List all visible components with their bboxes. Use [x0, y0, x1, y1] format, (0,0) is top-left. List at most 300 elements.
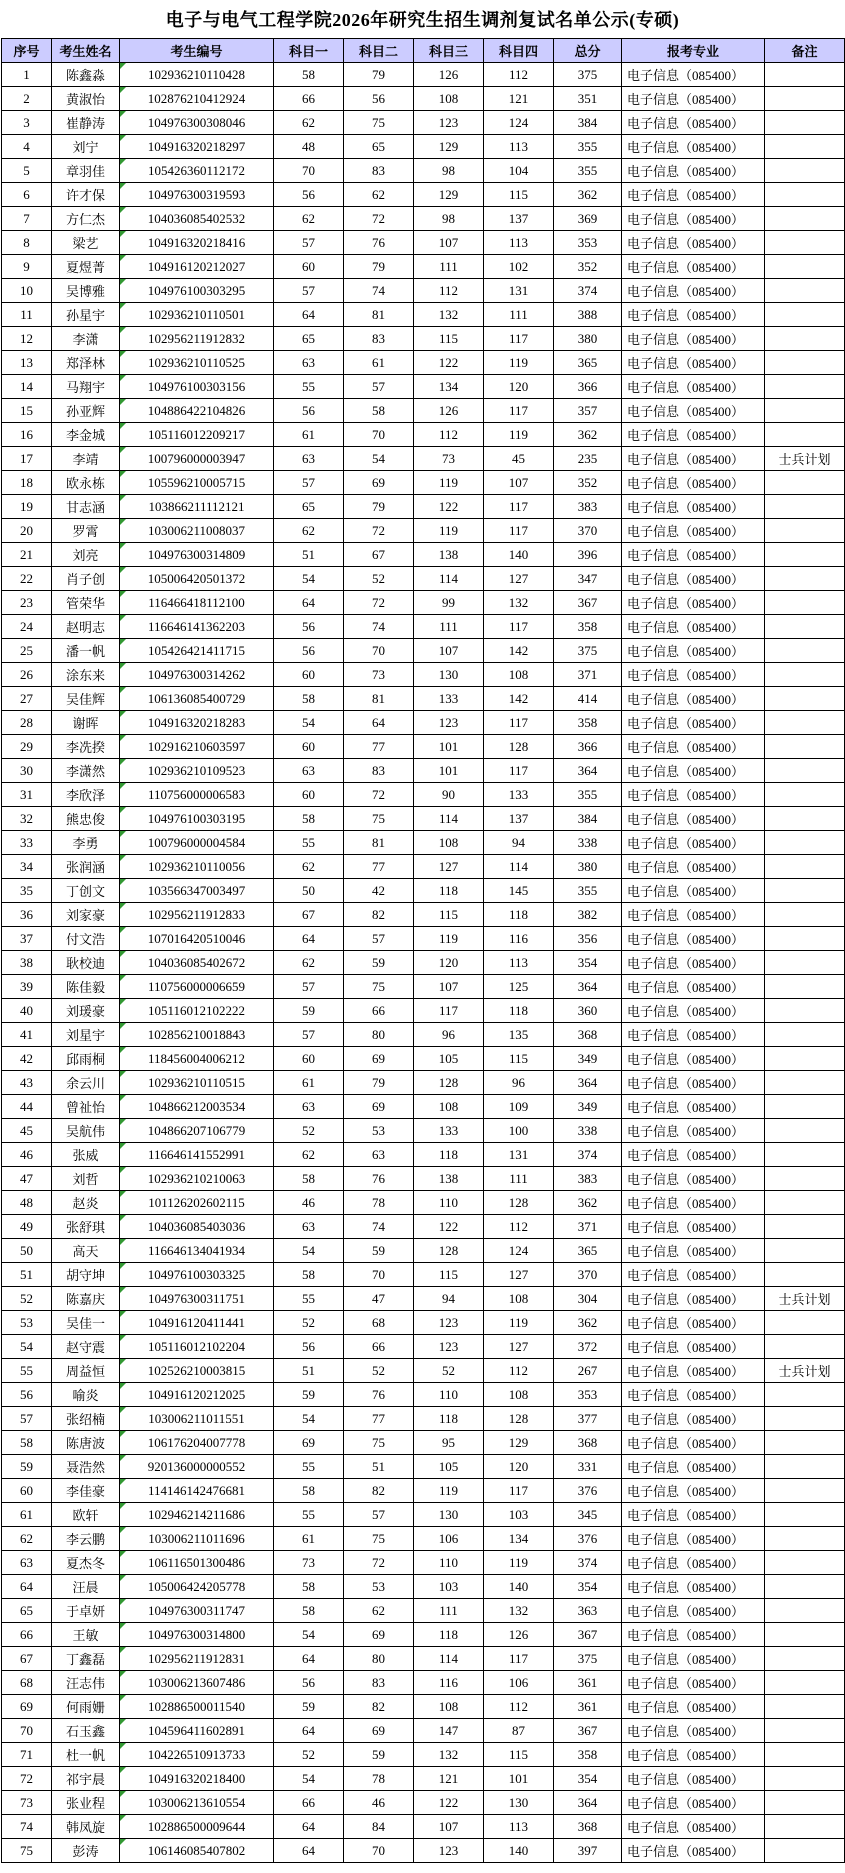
cell-note: 士兵计划	[765, 447, 845, 471]
cell-seq: 1	[2, 63, 52, 87]
cell-major: 电子信息（085400）	[622, 855, 765, 879]
cell-subject3: 107	[414, 639, 484, 663]
candidate-id-text: 102956211912832	[147, 330, 246, 346]
cell-major: 电子信息（085400）	[622, 135, 765, 159]
cell-subject2: 77	[344, 1407, 414, 1431]
cell-major: 电子信息（085400）	[622, 399, 765, 423]
candidate-id-text: 105006420501372	[147, 570, 246, 586]
cell-subject4: 135	[484, 1023, 554, 1047]
cell-subject2: 80	[344, 1023, 414, 1047]
green-triangle-icon	[120, 1167, 126, 1173]
table-row	[2, 663, 845, 687]
candidate-id-text: 104036085403036	[147, 1218, 246, 1234]
column-header-name: 考生姓名	[52, 39, 120, 63]
table-row	[2, 1527, 845, 1551]
cell-name: 高天	[52, 1239, 120, 1263]
cell-subject3: 96	[414, 1023, 484, 1047]
cell-seq: 32	[2, 807, 52, 831]
cell-subject2: 83	[344, 159, 414, 183]
cell-total: 370	[554, 1263, 622, 1287]
cell-subject3: 127	[414, 855, 484, 879]
cell-subject3: 98	[414, 207, 484, 231]
cell-subject3: 118	[414, 1407, 484, 1431]
cell-seq: 59	[2, 1455, 52, 1479]
page-title: 电子与电气工程学院2026年研究生招生调剂复试名单公示(专硕)	[165, 10, 680, 30]
cell-subject4: 126	[484, 1623, 554, 1647]
cell-subject1: 54	[274, 1623, 344, 1647]
cell-subject2: 67	[344, 543, 414, 567]
green-triangle-icon	[120, 1047, 126, 1053]
cell-subject2: 66	[344, 1335, 414, 1359]
table-row	[2, 1239, 845, 1263]
cell-subject3: 147	[414, 1719, 484, 1743]
cell-name: 夏煜菁	[52, 255, 120, 279]
cell-id	[120, 111, 274, 135]
green-triangle-icon	[120, 855, 126, 861]
cell-major: 电子信息（085400）	[622, 1431, 765, 1455]
cell-seq: 50	[2, 1239, 52, 1263]
column-header-note: 备注	[765, 39, 845, 63]
green-triangle-icon	[120, 1287, 126, 1293]
cell-major: 电子信息（085400）	[622, 1095, 765, 1119]
cell-total: 366	[554, 735, 622, 759]
cell-total: 376	[554, 1479, 622, 1503]
cell-subject3: 112	[414, 423, 484, 447]
cell-total: 383	[554, 495, 622, 519]
cell-subject1: 60	[274, 783, 344, 807]
candidate-id-text: 106176204007778	[147, 1434, 246, 1450]
cell-note	[765, 1047, 845, 1071]
cell-seq: 40	[2, 999, 52, 1023]
column-header-subject1: 科目一	[274, 39, 344, 63]
candidate-id-text: 104976100303295	[147, 282, 246, 298]
green-triangle-icon	[120, 183, 126, 189]
cell-subject3: 108	[414, 1695, 484, 1719]
cell-seq: 68	[2, 1671, 52, 1695]
cell-name: 李勇	[52, 831, 120, 855]
cell-total: 353	[554, 231, 622, 255]
cell-subject3: 112	[414, 279, 484, 303]
cell-subject2: 56	[344, 87, 414, 111]
green-triangle-icon	[120, 1407, 126, 1413]
cell-subject4: 118	[484, 999, 554, 1023]
cell-id	[120, 471, 274, 495]
green-triangle-icon	[120, 1695, 126, 1701]
cell-subject1: 57	[274, 231, 344, 255]
cell-subject4: 117	[484, 399, 554, 423]
cell-subject1: 54	[274, 1239, 344, 1263]
cell-subject1: 48	[274, 135, 344, 159]
cell-subject4: 127	[484, 1335, 554, 1359]
cell-subject2: 80	[344, 1647, 414, 1671]
cell-subject1: 55	[274, 1503, 344, 1527]
cell-subject1: 64	[274, 1839, 344, 1863]
cell-total: 362	[554, 423, 622, 447]
cell-major: 电子信息（085400）	[622, 1263, 765, 1287]
cell-subject1: 52	[274, 1743, 344, 1767]
cell-id	[120, 1455, 274, 1479]
cell-subject3: 132	[414, 1743, 484, 1767]
green-triangle-icon	[120, 951, 126, 957]
cell-major: 电子信息（085400）	[622, 327, 765, 351]
cell-major: 电子信息（085400）	[622, 615, 765, 639]
cell-id	[120, 231, 274, 255]
cell-subject2: 69	[344, 1047, 414, 1071]
cell-subject4: 120	[484, 375, 554, 399]
cell-major: 电子信息（085400）	[622, 1287, 765, 1311]
cell-subject2: 75	[344, 1527, 414, 1551]
cell-major: 电子信息（085400）	[622, 423, 765, 447]
green-triangle-icon	[120, 1143, 126, 1149]
cell-subject2: 72	[344, 1551, 414, 1575]
cell-subject2: 69	[344, 1095, 414, 1119]
cell-subject2: 75	[344, 975, 414, 999]
candidate-id-text: 103866211112121	[148, 498, 245, 514]
green-triangle-icon	[120, 111, 126, 117]
column-header-total: 总分	[554, 39, 622, 63]
cell-note	[765, 1239, 845, 1263]
cell-subject3: 119	[414, 519, 484, 543]
cell-subject4: 129	[484, 1431, 554, 1455]
cell-id	[120, 1023, 274, 1047]
cell-subject4: 94	[484, 831, 554, 855]
cell-major: 电子信息（085400）	[622, 975, 765, 999]
candidate-id-text: 104226510913733	[147, 1746, 246, 1762]
cell-name: 吴佳一	[52, 1311, 120, 1335]
table-row	[2, 1551, 845, 1575]
cell-subject4: 113	[484, 231, 554, 255]
table-row	[2, 1743, 845, 1767]
cell-major: 电子信息（085400）	[622, 999, 765, 1023]
cell-total: 372	[554, 1335, 622, 1359]
green-triangle-icon	[120, 1479, 126, 1485]
cell-name: 丁创文	[52, 879, 120, 903]
table-row	[2, 1191, 845, 1215]
cell-name: 谢晖	[52, 711, 120, 735]
cell-subject1: 54	[274, 567, 344, 591]
cell-subject1: 54	[274, 1767, 344, 1791]
cell-subject3: 122	[414, 1791, 484, 1815]
cell-name: 罗霄	[52, 519, 120, 543]
cell-total: 396	[554, 543, 622, 567]
cell-subject2: 70	[344, 1839, 414, 1863]
cell-subject2: 75	[344, 1431, 414, 1455]
cell-subject1: 51	[274, 543, 344, 567]
candidate-id-text: 102936210109523	[147, 762, 246, 778]
cell-id	[120, 999, 274, 1023]
cell-note	[765, 855, 845, 879]
green-triangle-icon	[120, 1503, 126, 1509]
cell-id	[120, 927, 274, 951]
cell-total: 370	[554, 519, 622, 543]
cell-id	[120, 1791, 274, 1815]
cell-seq: 70	[2, 1719, 52, 1743]
cell-note	[765, 1671, 845, 1695]
cell-subject2: 75	[344, 807, 414, 831]
candidate-id-text: 104976300308046	[147, 114, 246, 130]
cell-seq: 5	[2, 159, 52, 183]
cell-subject2: 64	[344, 711, 414, 735]
cell-subject4: 142	[484, 687, 554, 711]
cell-major: 电子信息（085400）	[622, 687, 765, 711]
cell-subject3: 133	[414, 1119, 484, 1143]
cell-id	[120, 1431, 274, 1455]
green-triangle-icon	[120, 495, 126, 501]
cell-seq: 38	[2, 951, 52, 975]
cell-subject1: 63	[274, 1215, 344, 1239]
cell-id	[120, 1647, 274, 1671]
cell-major: 电子信息（085400）	[622, 1359, 765, 1383]
green-triangle-icon	[120, 399, 126, 405]
cell-major: 电子信息（085400）	[622, 1527, 765, 1551]
table-row	[2, 399, 845, 423]
cell-major: 电子信息（085400）	[622, 831, 765, 855]
green-triangle-icon	[120, 1743, 126, 1749]
cell-note	[765, 759, 845, 783]
cell-subject1: 60	[274, 663, 344, 687]
cell-total: 374	[554, 279, 622, 303]
cell-seq: 62	[2, 1527, 52, 1551]
cell-subject2: 69	[344, 1719, 414, 1743]
cell-subject1: 63	[274, 759, 344, 783]
cell-subject4: 117	[484, 327, 554, 351]
cell-subject2: 82	[344, 1479, 414, 1503]
cell-subject2: 79	[344, 255, 414, 279]
cell-major: 电子信息（085400）	[622, 1167, 765, 1191]
cell-id	[120, 1167, 274, 1191]
table-row	[2, 639, 845, 663]
cell-seq: 22	[2, 567, 52, 591]
table-row	[2, 1383, 845, 1407]
green-triangle-icon	[120, 663, 126, 669]
cell-name: 余云川	[52, 1071, 120, 1095]
table-row	[2, 1671, 845, 1695]
cell-major: 电子信息（085400）	[622, 1671, 765, 1695]
cell-subject3: 111	[414, 255, 484, 279]
cell-seq: 57	[2, 1407, 52, 1431]
table-row	[2, 327, 845, 351]
cell-total: 374	[554, 1551, 622, 1575]
table-row	[2, 903, 845, 927]
table-row	[2, 1575, 845, 1599]
cell-name: 陈嘉庆	[52, 1287, 120, 1311]
cell-subject4: 125	[484, 975, 554, 999]
green-triangle-icon	[120, 1839, 126, 1845]
cell-name: 付文浩	[52, 927, 120, 951]
cell-major: 电子信息（085400）	[622, 1791, 765, 1815]
cell-total: 371	[554, 1215, 622, 1239]
cell-subject3: 123	[414, 1839, 484, 1863]
cell-subject4: 137	[484, 807, 554, 831]
table-row	[2, 207, 845, 231]
cell-subject4: 119	[484, 423, 554, 447]
cell-name: 于卓妍	[52, 1599, 120, 1623]
cell-note	[765, 783, 845, 807]
cell-subject2: 76	[344, 1167, 414, 1191]
cell-total: 414	[554, 687, 622, 711]
cell-subject4: 100	[484, 1119, 554, 1143]
cell-subject2: 79	[344, 1071, 414, 1095]
candidate-id-text: 102916210603597	[147, 738, 246, 754]
cell-note	[765, 807, 845, 831]
cell-subject1: 66	[274, 1791, 344, 1815]
candidate-id-text: 104886422104826	[147, 402, 246, 418]
green-triangle-icon	[120, 711, 126, 717]
cell-total: 355	[554, 783, 622, 807]
cell-major: 电子信息（085400）	[622, 927, 765, 951]
candidate-id-text: 105116012102204	[147, 1338, 246, 1354]
cell-seq: 73	[2, 1791, 52, 1815]
cell-id	[120, 447, 274, 471]
cell-id	[120, 495, 274, 519]
cell-subject1: 58	[274, 687, 344, 711]
green-triangle-icon	[120, 1239, 126, 1245]
cell-subject1: 62	[274, 951, 344, 975]
table-row	[2, 1335, 845, 1359]
cell-subject4: 140	[484, 1839, 554, 1863]
cell-subject1: 69	[274, 1431, 344, 1455]
cell-subject1: 57	[274, 279, 344, 303]
cell-major: 电子信息（085400）	[622, 1695, 765, 1719]
table-row	[2, 1023, 845, 1047]
cell-subject4: 120	[484, 1455, 554, 1479]
candidate-id-text: 104866212003534	[147, 1098, 246, 1114]
column-header-subject2: 科目二	[344, 39, 414, 63]
cell-seq: 63	[2, 1551, 52, 1575]
green-triangle-icon	[120, 879, 126, 885]
cell-note	[765, 951, 845, 975]
green-triangle-icon	[120, 687, 126, 693]
green-triangle-icon	[120, 279, 126, 285]
cell-total: 353	[554, 1383, 622, 1407]
cell-name: 马翔宇	[52, 375, 120, 399]
cell-seq: 9	[2, 255, 52, 279]
cell-total: 362	[554, 1311, 622, 1335]
cell-seq: 48	[2, 1191, 52, 1215]
cell-note	[765, 327, 845, 351]
candidate-id-text: 104916120411441	[147, 1314, 246, 1330]
cell-name: 刘宁	[52, 135, 120, 159]
cell-name: 赵炎	[52, 1191, 120, 1215]
candidate-id-text: 105116012102222	[147, 1002, 246, 1018]
cell-id	[120, 1215, 274, 1239]
cell-note	[765, 1095, 845, 1119]
cell-subject1: 61	[274, 1071, 344, 1095]
cell-subject4: 114	[484, 855, 554, 879]
cell-name: 郑泽林	[52, 351, 120, 375]
cell-note	[765, 231, 845, 255]
cell-note	[765, 903, 845, 927]
cell-subject3: 126	[414, 63, 484, 87]
cell-major: 电子信息（085400）	[622, 231, 765, 255]
cell-subject3: 111	[414, 615, 484, 639]
cell-subject1: 66	[274, 87, 344, 111]
cell-major: 电子信息（085400）	[622, 1239, 765, 1263]
cell-seq: 55	[2, 1359, 52, 1383]
candidate-id-text: 104866207106779	[147, 1122, 246, 1138]
cell-subject2: 73	[344, 663, 414, 687]
cell-subject2: 59	[344, 1239, 414, 1263]
cell-id	[120, 1599, 274, 1623]
cell-id	[120, 1503, 274, 1527]
table-row	[2, 807, 845, 831]
cell-major: 电子信息（085400）	[622, 759, 765, 783]
cell-subject4: 127	[484, 1263, 554, 1287]
cell-name: 崔静涛	[52, 111, 120, 135]
table-row	[2, 1167, 845, 1191]
cell-total: 364	[554, 759, 622, 783]
cell-major: 电子信息（085400）	[622, 1551, 765, 1575]
table-row	[2, 495, 845, 519]
candidate-id-text: 102876210412924	[147, 90, 246, 106]
cell-seq: 67	[2, 1647, 52, 1671]
cell-id	[120, 1383, 274, 1407]
cell-major: 电子信息（085400）	[622, 639, 765, 663]
cell-subject3: 94	[414, 1287, 484, 1311]
table-row	[2, 1359, 845, 1383]
cell-note	[765, 1503, 845, 1527]
cell-subject1: 60	[274, 255, 344, 279]
cell-total: 367	[554, 1623, 622, 1647]
cell-name: 黄淑怡	[52, 87, 120, 111]
cell-subject3: 126	[414, 399, 484, 423]
cell-subject1: 59	[274, 1383, 344, 1407]
cell-subject3: 107	[414, 975, 484, 999]
table-row	[2, 231, 845, 255]
cell-name: 潘一帆	[52, 639, 120, 663]
table-row	[2, 255, 845, 279]
cell-subject3: 90	[414, 783, 484, 807]
cell-id	[120, 591, 274, 615]
cell-id	[120, 1575, 274, 1599]
cell-note	[765, 135, 845, 159]
candidate-id-text: 116646141362203	[147, 618, 246, 634]
cell-name: 邱雨桐	[52, 1047, 120, 1071]
cell-subject3: 110	[414, 1551, 484, 1575]
cell-subject4: 132	[484, 1599, 554, 1623]
table-row	[2, 831, 845, 855]
cell-subject4: 131	[484, 279, 554, 303]
green-triangle-icon	[120, 999, 126, 1005]
candidate-id-text: 104976100303325	[147, 1266, 246, 1282]
cell-name: 丁鑫磊	[52, 1647, 120, 1671]
cell-id	[120, 375, 274, 399]
green-triangle-icon	[120, 423, 126, 429]
cell-total: 382	[554, 903, 622, 927]
cell-seq: 39	[2, 975, 52, 999]
cell-subject1: 57	[274, 471, 344, 495]
cell-subject4: 119	[484, 1311, 554, 1335]
cell-name: 刘瑗豪	[52, 999, 120, 1023]
cell-note	[765, 1383, 845, 1407]
cell-subject3: 117	[414, 999, 484, 1023]
cell-subject4: 108	[484, 663, 554, 687]
cell-seq: 11	[2, 303, 52, 327]
table-row	[2, 1791, 845, 1815]
cell-subject4: 140	[484, 543, 554, 567]
cell-subject1: 65	[274, 495, 344, 519]
cell-subject1: 62	[274, 207, 344, 231]
table-row	[2, 183, 845, 207]
cell-name: 胡守坤	[52, 1263, 120, 1287]
cell-seq: 66	[2, 1623, 52, 1647]
green-triangle-icon	[120, 567, 126, 573]
cell-total: 352	[554, 255, 622, 279]
cell-seq: 74	[2, 1815, 52, 1839]
candidate-id-text: 104916320218297	[147, 138, 246, 154]
cell-subject4: 142	[484, 639, 554, 663]
cell-total: 384	[554, 807, 622, 831]
